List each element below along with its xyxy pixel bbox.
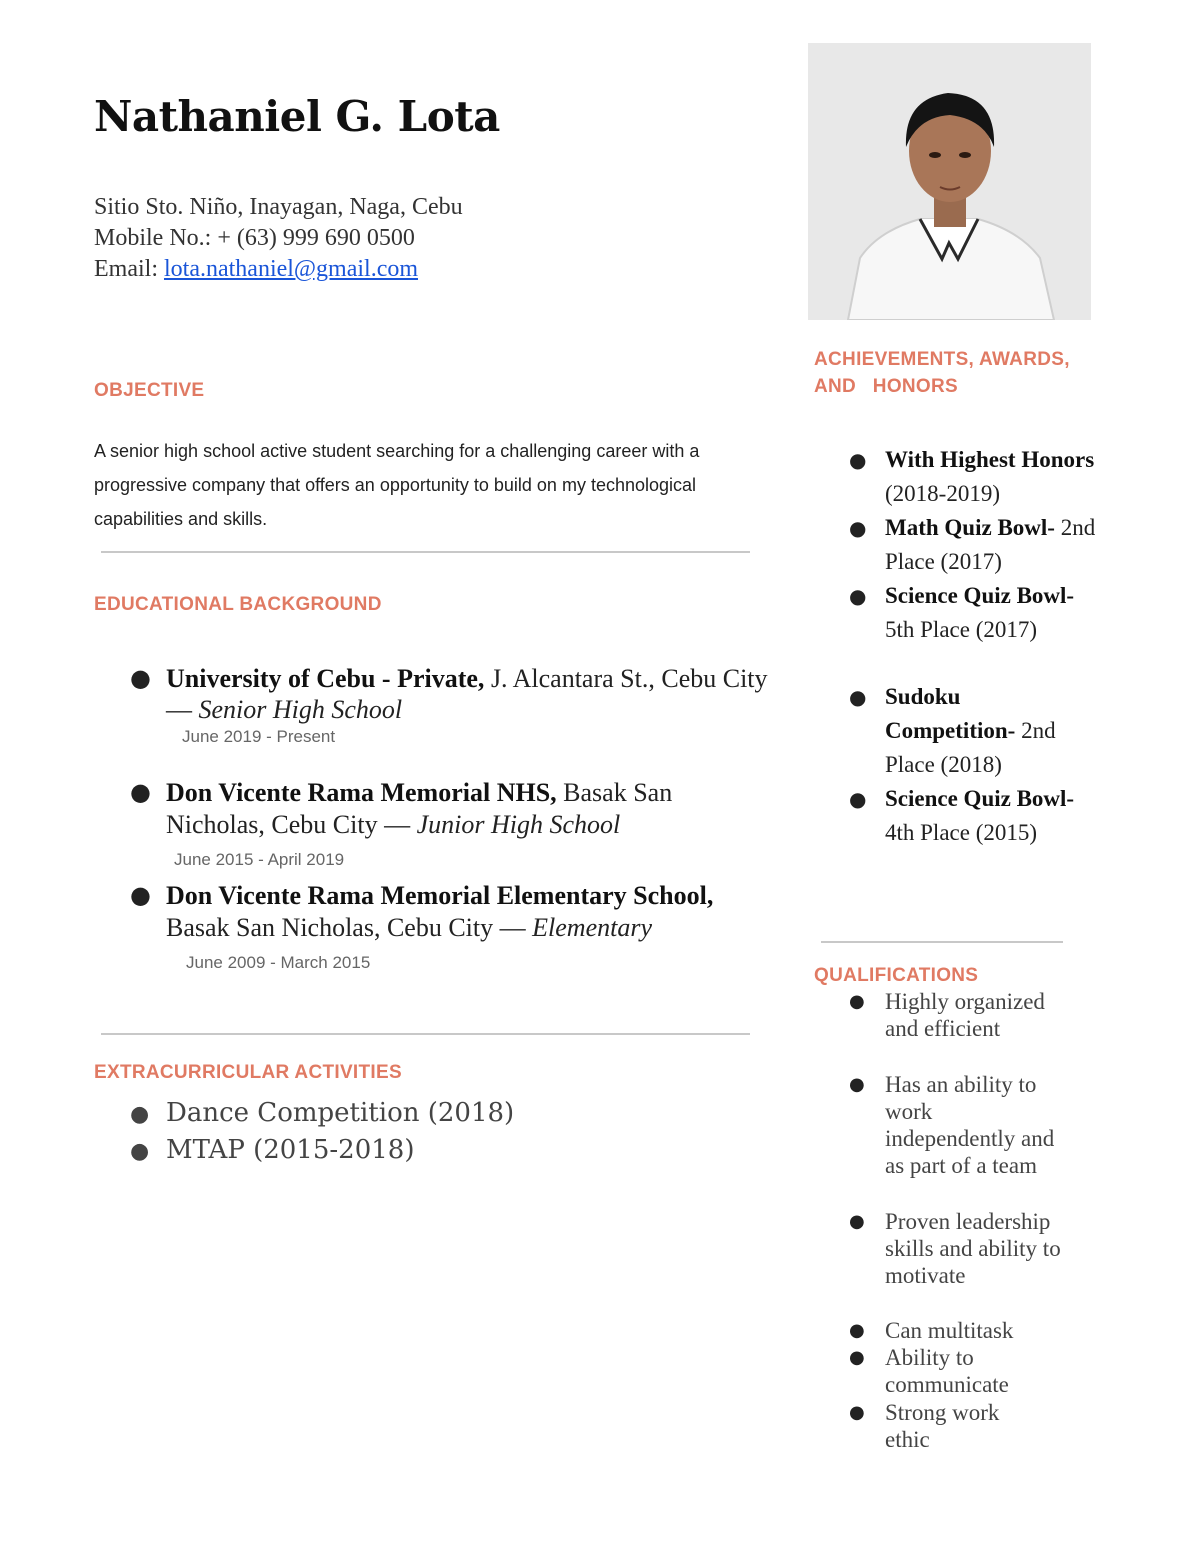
email-label: Email: xyxy=(94,256,164,282)
divider xyxy=(821,941,1063,943)
extracurricular-heading: EXTRACURRICULAR ACTIVITIES xyxy=(94,1062,402,1083)
bullet-icon: ● xyxy=(849,584,867,608)
bullet-icon: ● xyxy=(130,1139,150,1164)
activity-item: ● MTAP (2015-2018) xyxy=(130,1135,415,1165)
qualifications-heading: QUALIFICATIONS xyxy=(814,965,979,986)
bullet-icon: ● xyxy=(849,991,865,1012)
address: Sitio Sto. Niño, Inayagan, Naga, Cebu xyxy=(94,194,463,220)
school-dates: June 2009 - March 2015 xyxy=(186,953,371,972)
qualification-item: ● Proven leadership skills and ability to motivate xyxy=(849,1209,1061,1288)
achievements-heading: ACHIEVEMENTS, AWARDS, AND HONORS xyxy=(814,349,1070,397)
bullet-icon: ● xyxy=(849,685,867,709)
school-dates: June 2019 - Present xyxy=(182,727,336,746)
bullet-icon: ● xyxy=(130,1102,150,1127)
qualification-item: ● Can multitask xyxy=(849,1318,1014,1343)
award-item: ● Math Quiz Bowl- 2nd Place (2017) xyxy=(849,511,1129,579)
bullet-icon: ● xyxy=(130,881,151,909)
qualification-item: ● Strong work ethic xyxy=(849,1400,1000,1452)
education-heading: EDUCATIONAL BACKGROUND xyxy=(94,594,382,615)
bullet-icon: ● xyxy=(849,1074,865,1095)
divider xyxy=(101,1033,750,1035)
qualification-item: ● Highly organized and efficient xyxy=(849,989,1045,1041)
person-portrait-icon xyxy=(808,43,1091,320)
mobile-number: Mobile No.: + (63) 999 690 0500 xyxy=(94,225,415,251)
activity-item: ● Dance Competition (2018) xyxy=(130,1098,515,1128)
education-item xyxy=(130,663,770,746)
objective-heading: OBJECTIVE xyxy=(94,380,205,401)
divider xyxy=(101,551,750,553)
bullet-icon: ● xyxy=(130,778,151,806)
school-location: Basak San Nicholas, Cebu City — xyxy=(166,913,533,942)
bullet-icon: ● xyxy=(849,787,867,811)
qualification-item: ● Ability to communicate xyxy=(849,1345,1009,1397)
education-item xyxy=(130,777,770,869)
resume-name: Nathaniel G. Lota xyxy=(94,92,500,141)
school-level: Elementary xyxy=(532,913,652,942)
school-dates: June 2015 - April 2019 xyxy=(174,850,345,869)
school-location: J. Alcantara St., Cebu City — xyxy=(166,664,768,724)
profile-photo xyxy=(808,43,1091,320)
email-link[interactable]: lota.nathaniel@gmail.com xyxy=(163,256,419,282)
objective-text: A senior high school active student searching for a challenging career with a progressive company that offers an opportunity to build on my technological capabilities and skills. xyxy=(94,441,700,529)
school-level: Junior High School xyxy=(416,810,621,839)
school-name: Don Vicente Rama Memorial Elementary School, xyxy=(166,881,714,910)
bullet-icon: ● xyxy=(130,664,151,692)
award-item: ● Sudoku Competition- 2nd Place (2018) xyxy=(849,680,1089,782)
qualification-item: ● Has an ability to work independently and as part of a team xyxy=(849,1072,1055,1178)
bullet-icon: ● xyxy=(849,1347,865,1368)
education-item xyxy=(130,880,770,972)
award-item: ● Science Quiz Bowl- 4th Place (2015) xyxy=(849,782,1089,850)
email-line xyxy=(94,256,418,283)
bullet-icon: ● xyxy=(849,448,867,472)
bullet-icon: ● xyxy=(849,1211,865,1232)
school-name: Don Vicente Rama Memorial NHS, xyxy=(166,778,557,807)
bullet-icon: ● xyxy=(849,516,867,540)
school-location: Basak San Nicholas, Cebu City — xyxy=(166,778,673,839)
bullet-icon: ● xyxy=(849,1320,865,1341)
school-name: University of Cebu - Private, xyxy=(166,664,485,693)
award-item: ● Science Quiz Bowl- 5th Place (2017) xyxy=(849,579,1089,647)
award-item: ● With Highest Honors (2018-2019) xyxy=(849,443,1129,511)
school-level: Senior High School xyxy=(198,695,403,724)
bullet-icon: ● xyxy=(849,1402,865,1423)
